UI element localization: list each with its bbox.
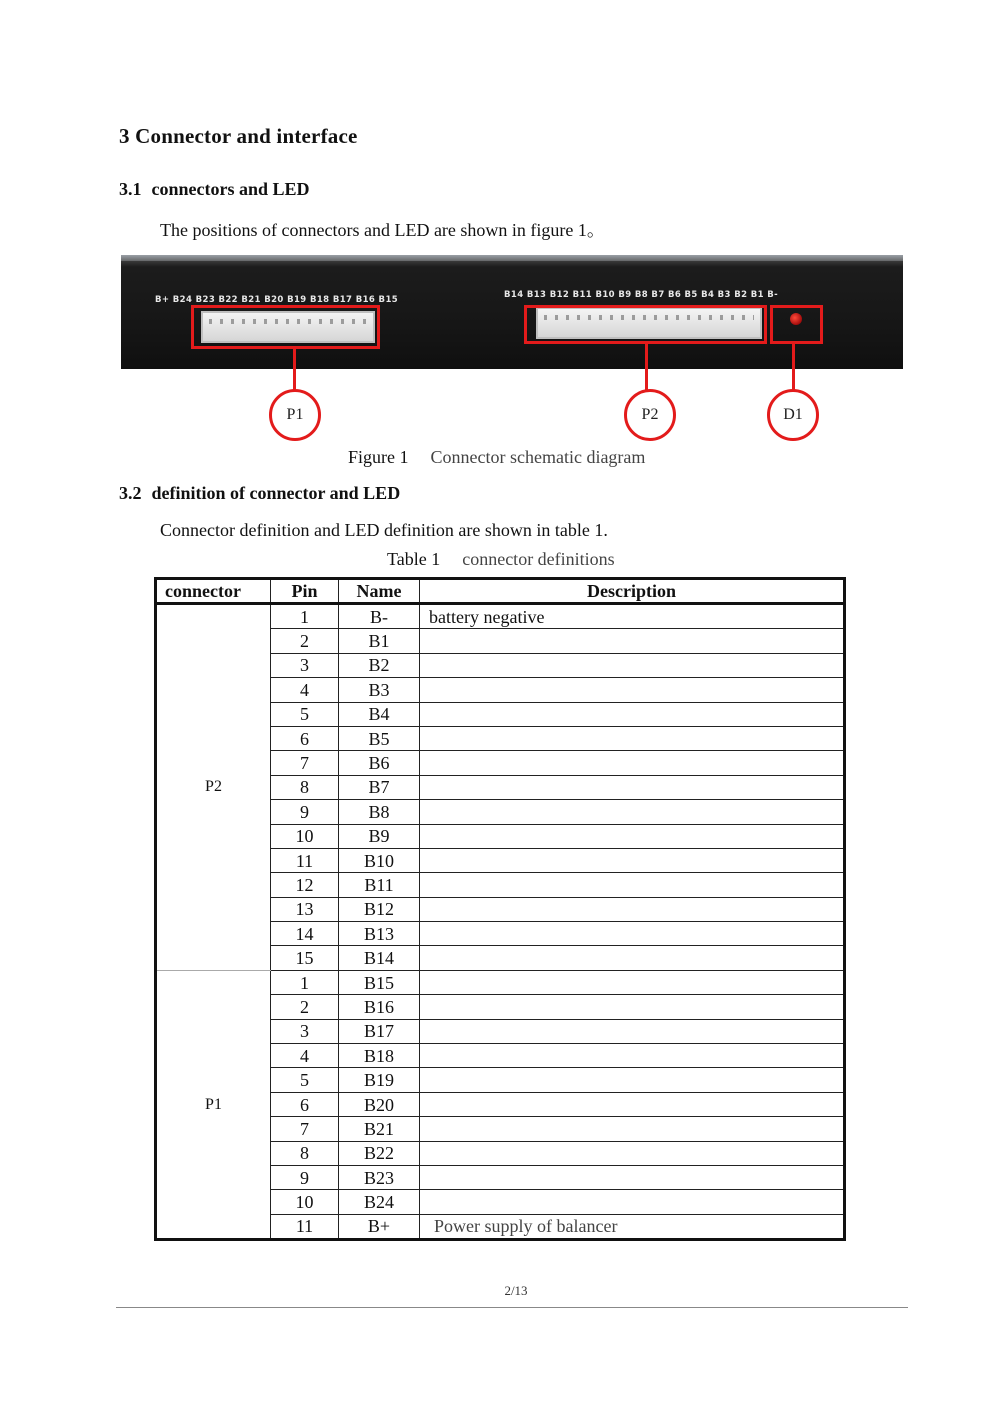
header-description: Description [420,579,845,604]
description-cell [420,1190,845,1214]
pin-cell: 15 [271,946,339,970]
pin-cell: 8 [271,1141,339,1165]
description-cell [420,1117,845,1141]
name-cell: B- [339,604,420,629]
d1-highlight-box [770,305,823,344]
p1-pin-labels: B+ B24 B23 B22 B21 B20 B19 B18 B17 B16 B15 [155,295,399,305]
footer-rule [116,1307,908,1308]
description-cell [420,751,845,775]
name-cell: B3 [339,678,420,702]
d1-callout-label: D1 [767,389,819,441]
name-cell: B4 [339,702,420,726]
description-cell [420,897,845,921]
pin-cell: 4 [271,678,339,702]
pin-cell: 5 [271,702,339,726]
table-caption-text: connector definitions [462,549,615,569]
figure-caption [348,447,645,468]
description-cell [420,1165,845,1189]
table-intro-paragraph: Connector definition and LED definition are shown in table 1. [160,520,608,540]
pin-cell: 7 [271,1117,339,1141]
pin-cell: 7 [271,751,339,775]
p2-pin-labels: B14 B13 B12 B11 B10 B9 B8 B7 B6 B5 B4 B3 B2 B1 B- [504,290,779,300]
connector-group-cell: P1 [156,970,271,1239]
pin-cell: 6 [271,726,339,750]
name-cell: B8 [339,800,420,824]
subsection-title: definition of connector and LED [151,483,401,503]
subsection-heading-3-2 [119,483,400,504]
p2-callout-line [645,344,648,391]
d1-callout-line [792,344,795,391]
section-heading [119,124,358,149]
table-caption [387,549,615,570]
description-cell [420,1092,845,1116]
pin-cell: 10 [271,824,339,848]
description-cell [420,653,845,677]
name-cell: B19 [339,1068,420,1092]
pin-cell: 10 [271,1190,339,1214]
name-cell: B20 [339,1092,420,1116]
description-cell [420,922,845,946]
name-cell: B23 [339,1165,420,1189]
pin-cell: 2 [271,629,339,653]
pin-cell: 2 [271,995,339,1019]
name-cell: B9 [339,824,420,848]
name-cell: B14 [339,946,420,970]
figure-caption-text: Connector schematic diagram [430,447,646,467]
subsection-heading-3-1 [119,179,310,200]
figure-caption-label: Figure 1 [348,447,409,467]
name-cell: B17 [339,1019,420,1043]
pin-cell: 9 [271,1165,339,1189]
description-cell [420,629,845,653]
description-cell [420,702,845,726]
header-pin: Pin [271,579,339,604]
description-cell [420,1141,845,1165]
description-cell [420,873,845,897]
description-cell [420,970,845,994]
table-row [156,970,845,994]
pin-cell: 13 [271,897,339,921]
pin-cell: 12 [271,873,339,897]
description-cell [420,775,845,799]
name-cell: B24 [339,1190,420,1214]
description-cell [420,848,845,872]
subsection-number: 3.1 [119,179,142,199]
connector-group-cell: P2 [156,604,271,971]
name-cell: B11 [339,873,420,897]
name-cell: B22 [339,1141,420,1165]
pin-cell: 14 [271,922,339,946]
figure-intro-paragraph: The positions of connectors and LED are shown in figure 1。 [160,220,605,240]
name-cell: B+ [339,1214,420,1239]
pin-cell: 8 [271,775,339,799]
description-cell [420,1019,845,1043]
p1-callout-label: P1 [269,389,321,441]
description-cell [420,995,845,1019]
description-cell [420,800,845,824]
section-number: 3 [119,124,130,148]
name-cell: B15 [339,970,420,994]
name-cell: B2 [339,653,420,677]
name-cell: B21 [339,1117,420,1141]
subsection-number: 3.2 [119,483,142,503]
header-connector: connector [156,579,271,604]
description-cell [420,824,845,848]
description-cell [420,1044,845,1068]
pin-cell: 3 [271,1019,339,1043]
pin-cell: 9 [271,800,339,824]
description-cell [420,726,845,750]
pin-cell: 3 [271,653,339,677]
header-name: Name [339,579,420,604]
p1-highlight-box [191,305,380,349]
name-cell: B13 [339,922,420,946]
name-cell: B18 [339,1044,420,1068]
p2-callout-label: P2 [624,389,676,441]
connector-figure [0,255,1000,445]
description-cell: battery negative [420,604,845,629]
page-number: 2/13 [504,1283,528,1298]
table-body [156,604,845,1240]
pin-cell: 4 [271,1044,339,1068]
name-cell: B16 [339,995,420,1019]
pin-cell: 5 [271,1068,339,1092]
p1-callout-line [293,349,296,391]
name-cell: B1 [339,629,420,653]
pin-cell: 11 [271,1214,339,1239]
pin-cell: 1 [271,604,339,629]
table-header-row [156,579,845,604]
name-cell: B7 [339,775,420,799]
description-cell [420,1068,845,1092]
subsection-title: connectors and LED [151,179,310,199]
pin-cell: 1 [271,970,339,994]
connector-definition-table [154,577,846,1241]
p2-highlight-box [524,305,767,344]
description-cell [420,946,845,970]
description-cell [420,678,845,702]
name-cell: B5 [339,726,420,750]
name-cell: B12 [339,897,420,921]
pin-cell: 6 [271,1092,339,1116]
name-cell: B6 [339,751,420,775]
table-caption-label: Table 1 [387,549,441,569]
pin-cell: 11 [271,848,339,872]
description-cell: Power supply of balancer [420,1214,845,1239]
table-row [156,604,845,629]
name-cell: B10 [339,848,420,872]
section-title: Connector and interface [135,124,358,148]
